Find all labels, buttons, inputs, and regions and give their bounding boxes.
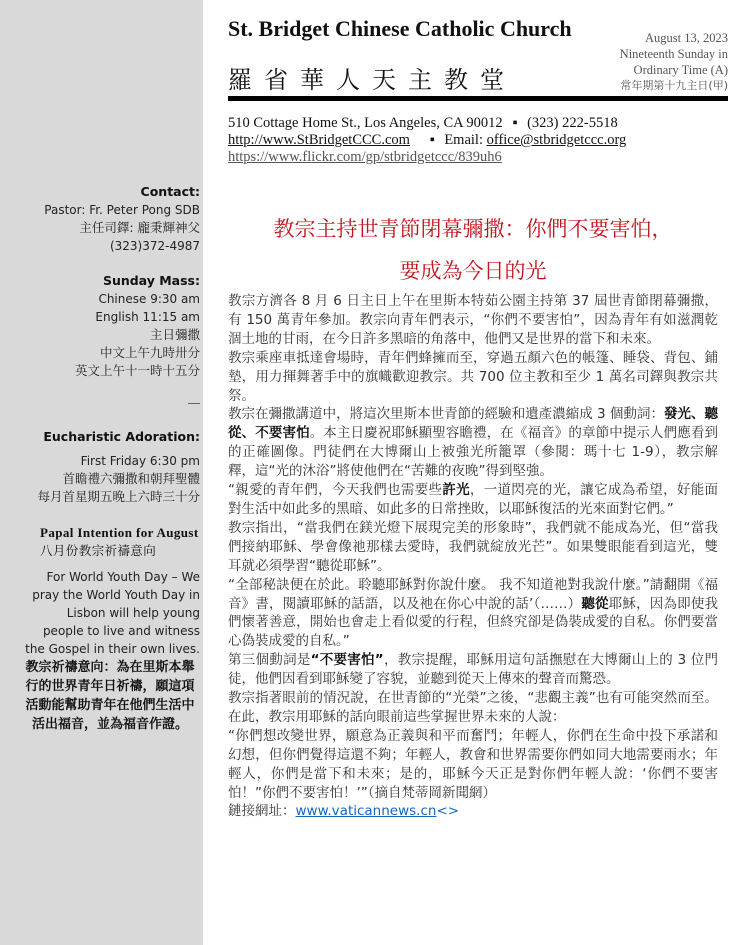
web-line — [228, 132, 626, 149]
papal-intention-heading-cn: 八月份教宗祈禱意向 — [40, 543, 157, 558]
contact-phone: (323)372-4987 — [109, 239, 200, 253]
mass-time-english: English 11:15 am — [95, 310, 200, 324]
mass-time-chinese-cn: 中文上午九時卅分 — [99, 345, 200, 360]
bullet: ▪ — [512, 115, 518, 131]
flickr-line — [228, 149, 626, 166]
liturgical-day-cn: 常年期第十九主日(甲) — [620, 79, 728, 92]
papal-cn-line: 教宗祈禱意向：為在里斯本舉 — [25, 660, 195, 675]
address-line — [228, 115, 626, 132]
papal-cn-line: 活出福音，並為福音作證。 — [31, 717, 188, 732]
papal-intention-text — [0, 560, 200, 658]
liturgical-day-line-1: Nineteenth Sunday in — [619, 47, 728, 61]
contact-section — [0, 183, 200, 255]
article-title-line-2: 要成為今日的光 — [399, 259, 547, 283]
text-span: ，一道閃亮的光，讓它成為希望，好能面對生活中如此多的黑暗、如此多的日常挫敗，以耶穌復活的光來面對它們。” — [228, 482, 719, 517]
papal-text-line: pray the World Youth Day in — [32, 588, 200, 602]
papal-text-line: the Gospel in their own lives. — [25, 642, 200, 656]
text-span: 教宗在彌撒講道中，將這次里斯本世青節的經驗和遺產濃縮成 3 個動詞： — [228, 406, 664, 423]
sunday-mass-section — [0, 272, 200, 380]
bold-text: 發光、聽從、不要害怕 — [228, 406, 719, 442]
text-span: 第三個動詞是 — [228, 652, 311, 669]
header-rule — [228, 96, 728, 101]
adoration-cn-2: 每月首星期五晚上六時三十分 — [37, 489, 200, 504]
sidebar-divider — [188, 403, 200, 404]
article-body — [228, 292, 718, 821]
paragraph — [228, 651, 718, 689]
mass-time-chinese: Chinese 9:30 am — [98, 292, 200, 306]
email-label: Email: — [444, 132, 483, 148]
date-block — [620, 30, 728, 94]
papal-cn-line: 行的世界青年日祈禱，願這項 — [25, 679, 195, 694]
adoration-cn-1: 首瞻禮六彌撒和朝拜聖體 — [62, 471, 200, 486]
church-name: St. Bridget Chinese Catholic Church — [228, 16, 572, 41]
link-suffix: <> — [436, 803, 460, 820]
flickr-link[interactable]: https://www.flickr.com/gp/stbridgetccc/839uh6 — [228, 149, 502, 165]
text-span: “親愛的青年們，今天我們也需要些 — [228, 482, 443, 499]
papal-text-line: people to live and witness — [42, 624, 200, 638]
contact-info — [228, 115, 626, 166]
email-link[interactable]: office@stbridgetccc.org — [486, 132, 627, 148]
text-span: 耶穌，因為即使我們懷著善意，開始也會走上看似愛的行程，但終究卻是偽裝成愛的自私。你們要當心偽裝成愛的自私。” — [228, 595, 719, 650]
contact-heading: Contact: — [140, 184, 200, 199]
bold-text: 聽從 — [581, 595, 609, 612]
bulletin-date: August 13, 2023 — [645, 31, 728, 45]
paragraph — [228, 481, 718, 519]
paragraph: “你們想改變世界，願意為正義與和平而奮鬥；年輕人，你們在生命中投下承諾和幻想，但你們覺得這還不夠；年輕人，教會和世界需要你們如同大地需要雨水；年輕人，你們是當下和未來；是的，耶穌今天正是對你們年輕人說：‘你們不要害怕！”你們不要害怕！’”（摘自梵蒂岡新聞網） — [228, 727, 718, 801]
papal-text-line: For World Youth Day – We — [46, 570, 200, 584]
article-title — [228, 208, 718, 292]
text-span: “全部秘訣便在於此。聆聽耶穌對你說什麼。 我不知道祂對我說什麼。”請翻開《福音》書，閱讀耶穌的話語，以及祂在你心中說的話’（……） — [228, 576, 718, 612]
paragraph: 教宗指著眼前的情況說，在世青節的“光榮”之後，“悲觀主義”也有可能突然而至。在此，教宗用耶穌的話向眼前這些掌握世界未來的人說： — [228, 690, 718, 725]
paragraph — [228, 576, 718, 652]
paragraph: 教宗乘座車抵達會場時，青年們蜂擁而至，穿過五顏六色的帳篷、睡袋、背包、鋪墊，用力揮舞著手中的旗幟歡迎教宗。共 700 位主教和至少 1 萬名司鐸與教宗共祭。 — [228, 349, 718, 404]
sidebar — [0, 0, 203, 945]
mass-time-english-cn: 英文上午十一時十五分 — [74, 363, 200, 378]
church-name-cn: 羅省華人天主教堂 — [228, 66, 516, 94]
source-link-line — [228, 802, 718, 821]
article-title-line-1: 教宗主持世青節閉幕彌撒：你們不要害怕， — [273, 217, 673, 241]
church-phone: (323) 222-5518 — [527, 115, 618, 131]
adoration-section — [0, 428, 200, 506]
adoration-heading: Eucharistic Adoration: — [43, 429, 200, 444]
bullet: ▪ — [429, 132, 435, 148]
paragraph: 教宗指出，“當我們在鎂光燈下展現完美的形象時”，我們就不能成為光，但“當我們接納耶穌、學會像祂那樣去愛時，我們就綻放光芒”。如果雙眼能看到這光，雙耳就必須學習“聽從耶穌”。 — [228, 519, 718, 574]
bold-text: “不要害怕” — [310, 652, 384, 669]
website-link[interactable]: http://www.StBridgetCCC.com — [228, 132, 410, 148]
paragraph — [228, 405, 718, 481]
adoration-time: First Friday 6:30 pm — [80, 454, 200, 468]
pastor-name: Pastor: Fr. Peter Pong SDB — [44, 203, 200, 217]
bold-text: 許光 — [442, 482, 470, 499]
link-label: 鏈接網址： — [228, 803, 296, 820]
street-address: 510 Cottage Home St., Los Angeles, CA 90012 — [228, 115, 503, 131]
liturgical-day-line-2: Ordinary Time (A) — [633, 63, 728, 77]
papal-cn-line: 活動能幫助青年在他們生活中 — [25, 698, 195, 713]
vaticannews-link[interactable]: www.vaticannews.cn — [295, 803, 437, 820]
paragraph: 教宗方濟各 8 月 6 日主日上午在里斯本特茹公園主持第 37 屆世青節閉幕彌撒，有 150 萬青年參加。教宗向青年們表示，“你們不要害怕”，因為青年有如滋潤乾涸土地的甘雨，在今日許多黑暗的角落中，他們又是世界的當下和未來。 — [228, 293, 718, 347]
text-span: 。本主日慶祝耶穌顯聖容瞻禮，在《福音》的章節中提示人們應看到的正確圖像。門徒們在大博爾山上被強光所籠罩（參閱：瑪十七 1-9），教宗解釋，這“光的沐浴”將使他們在“苦難的夜晚”得到堅強。 — [228, 425, 719, 480]
sunday-mass-heading: Sunday Mass: — [102, 273, 200, 288]
text-span: ，教宗提醒，耶穌用這句話撫慰在大博爾山上的 3 位門徒，他們因看到耶穌變了容貌，並聽到從天上傳來的聲音而驚恐。 — [228, 652, 719, 688]
papal-intention-section — [0, 524, 200, 734]
papal-text-line: Lisbon will help young — [66, 606, 200, 620]
papal-intention-heading: Papal Intention for August — [40, 525, 199, 540]
papal-intention-text-cn — [0, 658, 200, 734]
mass-label-cn: 主日彌撒 — [149, 327, 200, 342]
pastor-name-cn: 主任司鐸: 龐秉輝神父 — [79, 220, 200, 235]
